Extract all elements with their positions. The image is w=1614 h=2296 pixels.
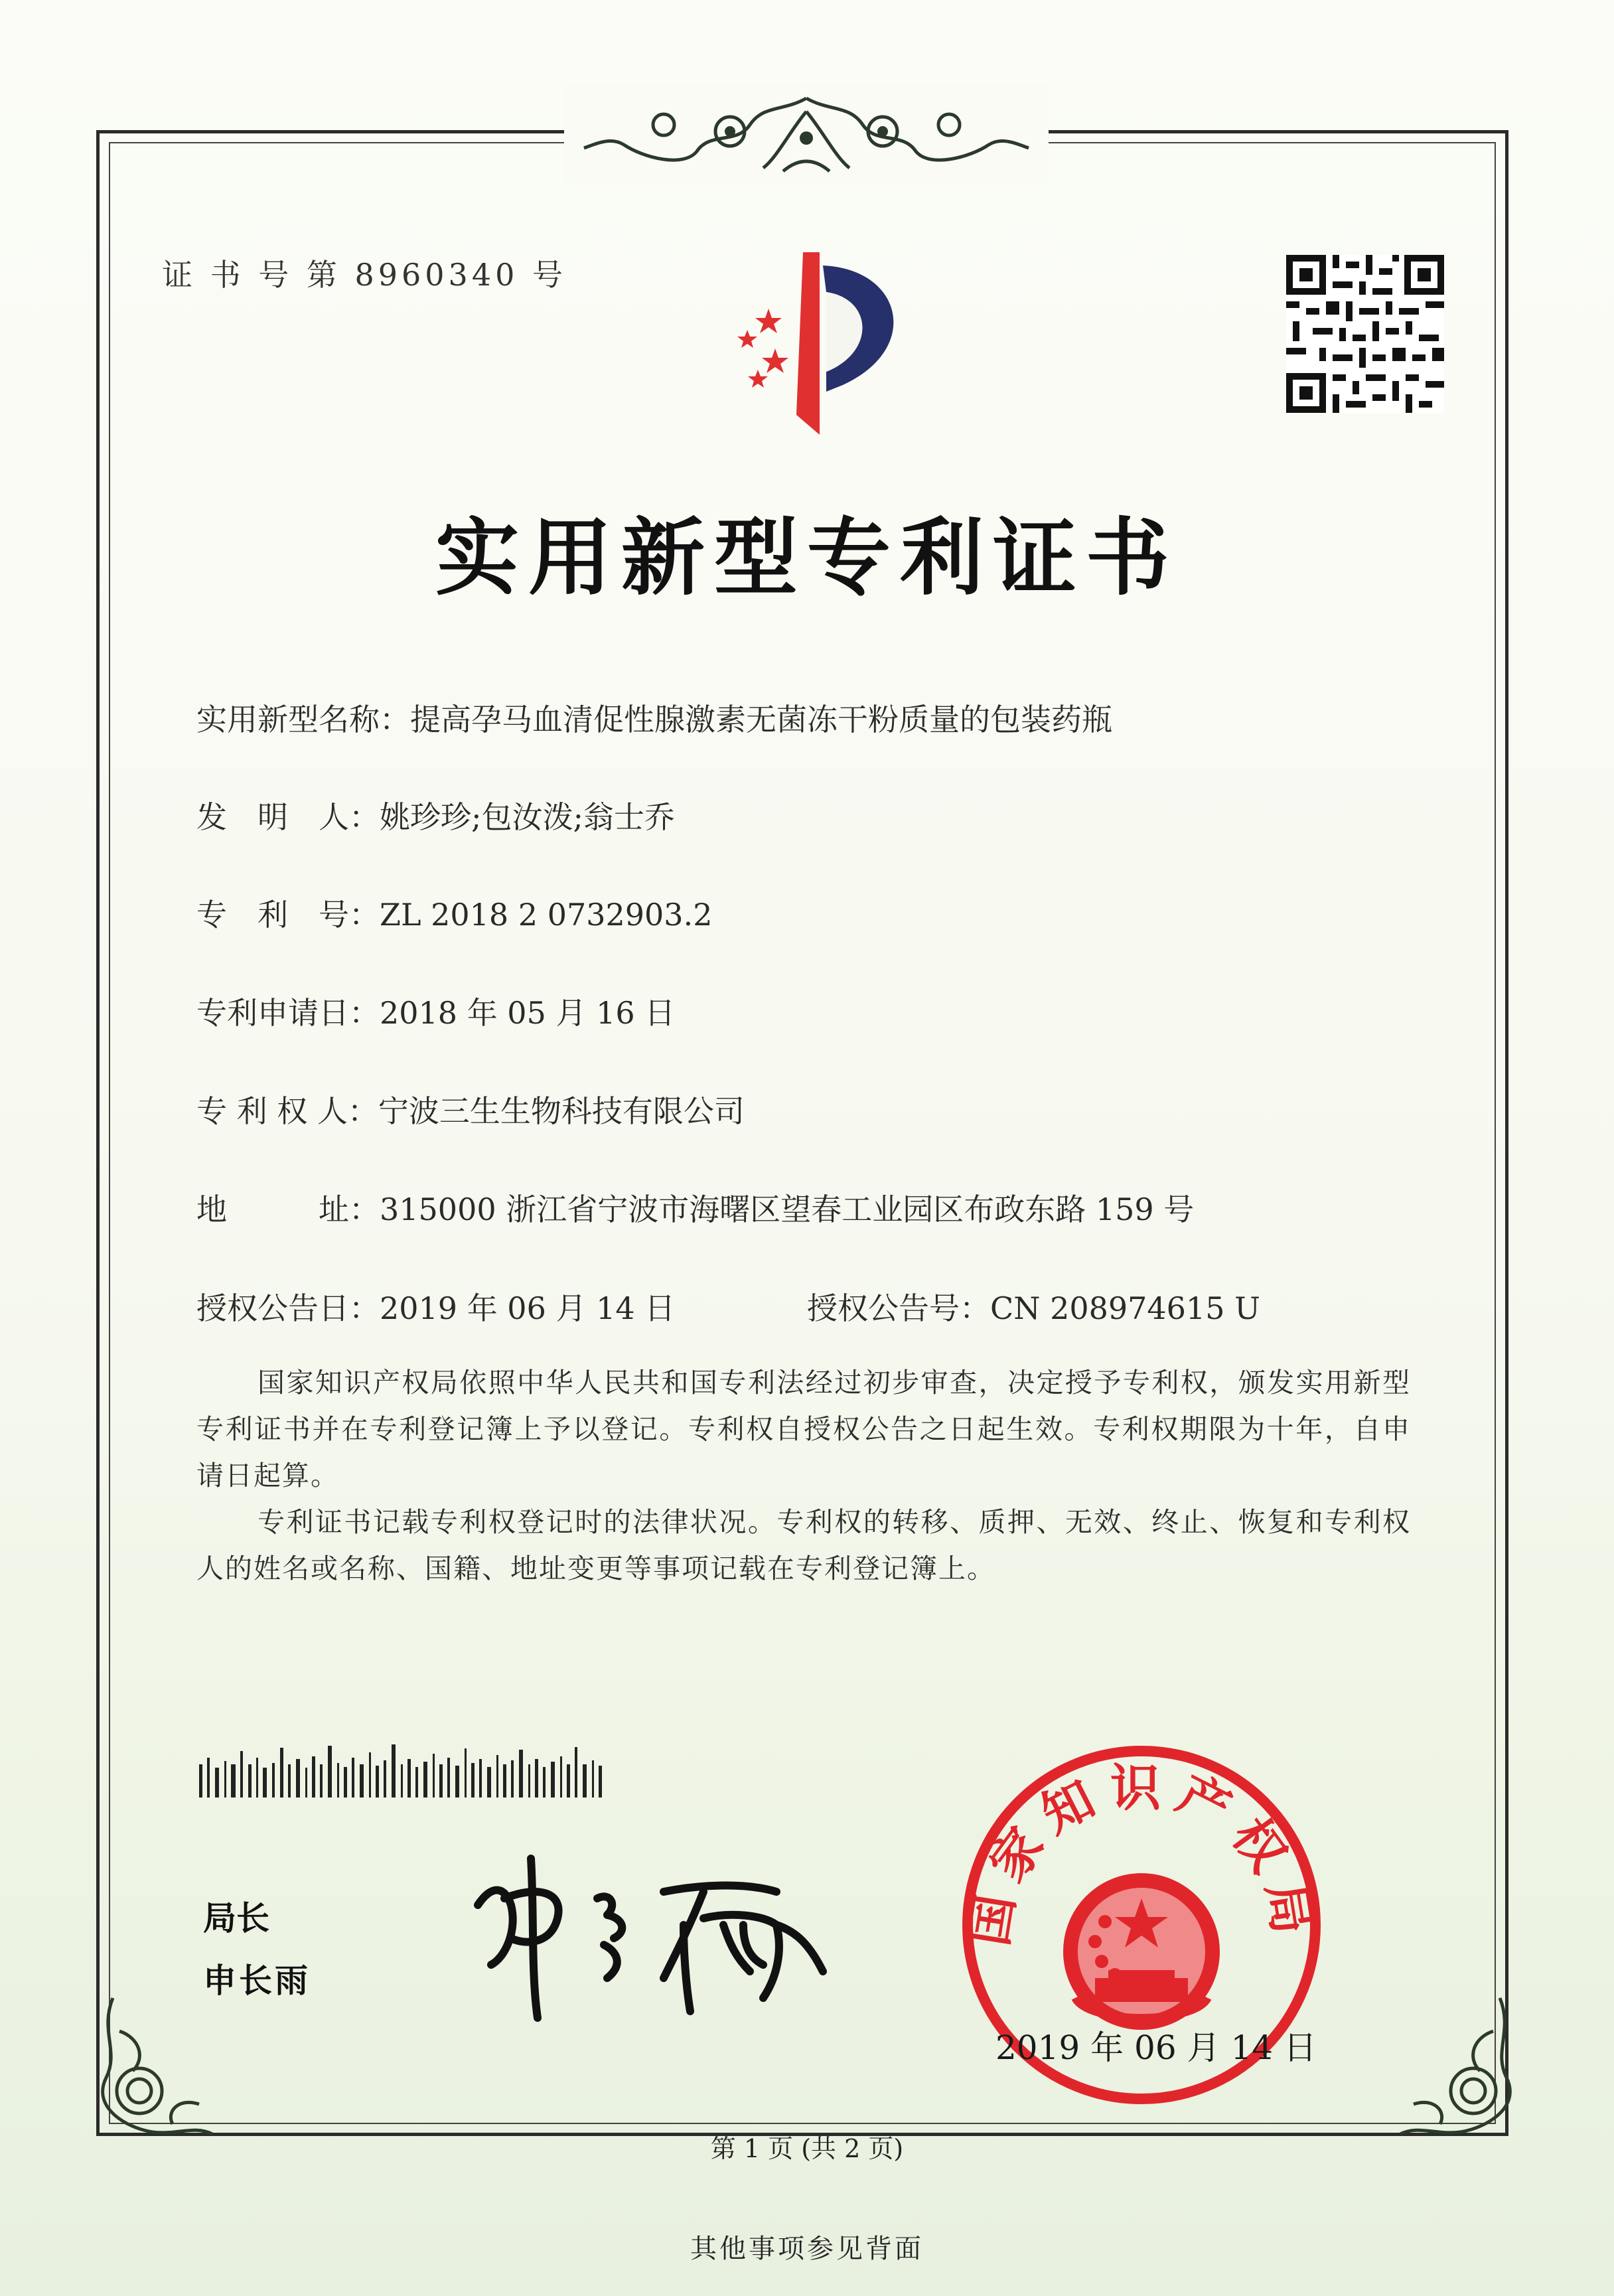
field-value: 宁波三生生物科技有限公司 [378,1093,745,1129]
field-application-date [196,989,675,1033]
top-ornament [564,85,1049,185]
seal-text: 国家知识产权局 [958,1758,1325,1950]
field-label: 专 利 权 人： [196,1093,378,1129]
director-name: 申长雨 [203,1961,311,2000]
field-label: 专利申请日： [196,995,380,1031]
field-announcement-number [807,1284,1260,1328]
field-value: 2019 年 06 月 14 日 [380,1290,676,1326]
bottom-right-ornament [1394,1991,1520,2151]
field-patentee [196,1087,745,1131]
field-value: 姚珍珍;包汝泼;翁士乔 [380,799,675,835]
field-value: ZL 2018 2 0732903.2 [380,897,713,933]
field-value: 2018 年 05 月 16 日 [380,995,676,1031]
field-value: CN 208974615 U [990,1290,1260,1326]
field-label: 授权公告号： [807,1290,990,1326]
field-patent-number [196,891,712,935]
certificate-title: 实用新型专利证书 [435,509,1179,607]
bottom-left-ornament [93,1991,219,2151]
barcode [199,1744,611,1804]
field-label: 地 址： [196,1191,380,1227]
footer-note: 其他事项参见背面 [690,2234,924,2264]
qr-code [1286,255,1444,413]
field-announcement-date [196,1284,675,1328]
page-indicator: 第 1 页 (共 2 页) [710,2134,904,2163]
director-title: 局长 [203,1899,269,1938]
grant-statement-paragraph-1: 国家知识产权局依照中华人民共和国专利法经过初步审查，决定授予专利权，颁发实用新型专利证书并在专利登记簿上予以登记。专利权自授权公告之日起生效。专利权期限为十年，自申请日起算。 [196,1367,1411,1492]
field-utility-model-name [196,696,1112,739]
field-inventors [196,793,675,837]
certificate-number: 证 书 号 第 8960340 号 [162,257,567,293]
field-label: 发 明 人： [196,799,380,835]
field-address [196,1186,1194,1229]
field-value: 315000 浙江省宁波市海曙区望春工业园区布政东路 159 号 [380,1191,1195,1227]
field-label: 授权公告日： [196,1290,380,1326]
grant-statement [196,1359,1411,1592]
field-value: 提高孕马血清促性腺激素无菌冻干粉质量的包装药瓶 [410,702,1112,737]
seal-date: 2019 年 06 月 14 日 [995,2028,1317,2067]
patent-office-emblem [684,242,936,441]
director-signature [465,1845,836,2031]
field-label: 专 利 号： [196,897,380,933]
field-label: 实用新型名称： [196,702,410,737]
grant-statement-paragraph-2: 专利证书记载专利权登记时的法律状况。专利权的转移、质押、无效、终止、恢复和专利权人的姓名或名称、国籍、地址变更等事项记载在专利登记簿上。 [196,1506,1411,1584]
